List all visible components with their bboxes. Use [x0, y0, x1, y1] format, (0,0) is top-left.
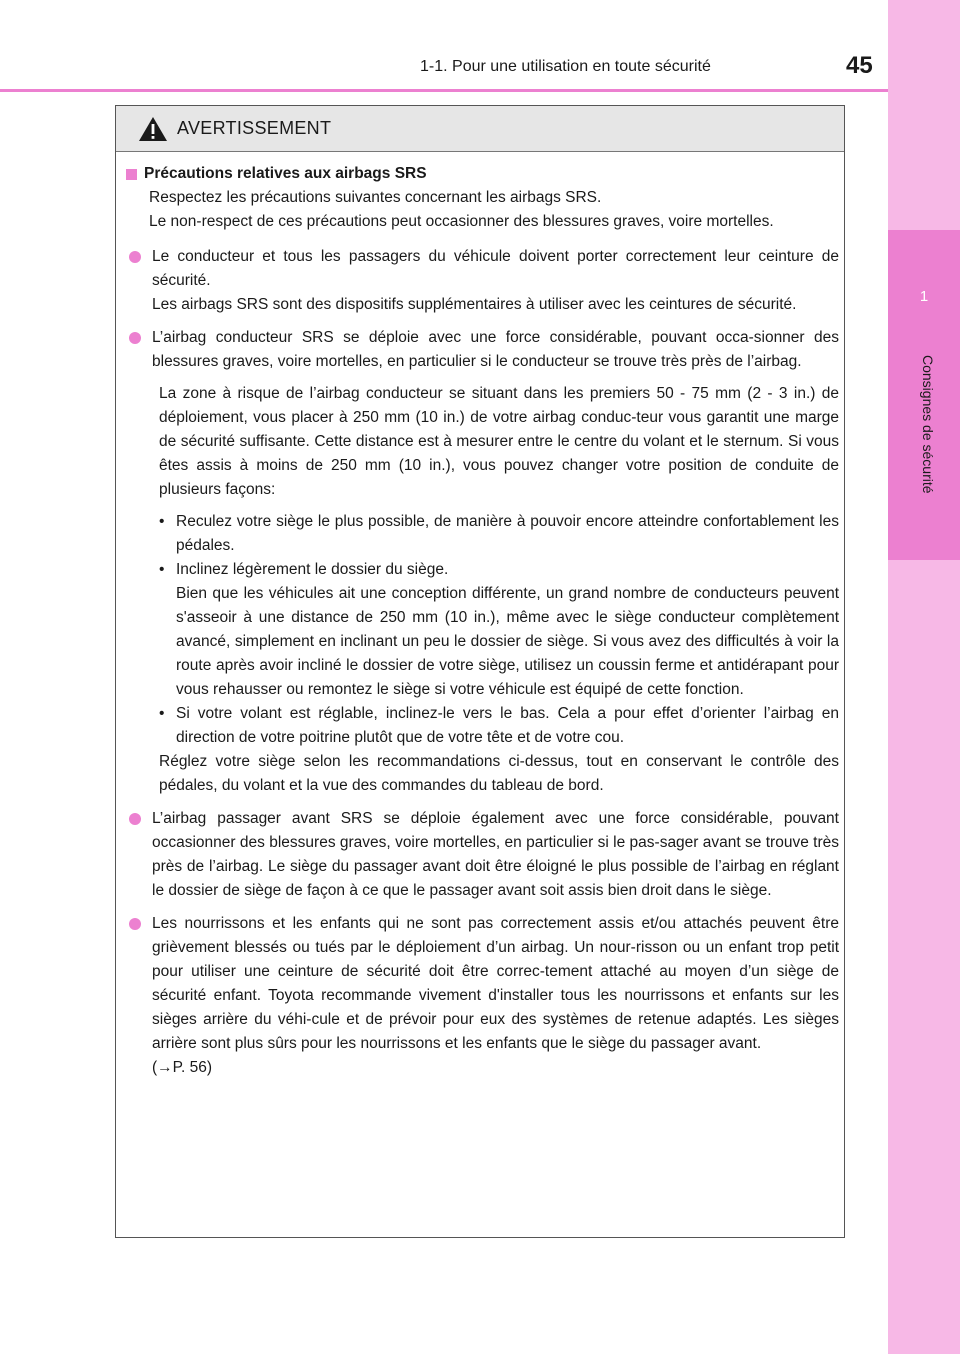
list-item	[126, 326, 839, 374]
dot-bullet: •	[159, 561, 165, 578]
dot-bullet: •	[159, 513, 165, 530]
page-number: 45	[846, 52, 873, 79]
bullet-2-detail: La zone à risque de l’airbag conducteur se situant dans les premiers 50 - 75 mm (2 - 3 in.) de déploiement, vous placer à 250 mm (10 in.) de votre airbag conduc-teur vous garantit une marge de sécurité suffisante. Cette distance est à mesurer entre le centre du volant et le sternum. Si vous êtes assis à moins de 250 mm (10 in.), vous pouvez changer votre position de conduite de plusieurs façons:	[159, 385, 839, 498]
circle-bullet-icon	[129, 813, 141, 825]
section-title-text: Précautions relatives aux airbags SRS	[144, 165, 427, 182]
intro-text-1: Respectez les précautions suivantes concernant les airbags SRS.	[149, 189, 602, 206]
dot-list-item	[126, 702, 839, 750]
bullet-4-text: Les nourrissons et les enfants qui ne sont pas correctement assis et/ou attachés peuvent être grièvement blessés ou tués par le déploiement d’un airbag. Un nour-risson ou un enfant trop petit pour utiliser une ceinture de sécurité doit être correc-tement attaché au moyen d’un siège de sécurité enfant. Toyota recommande vivement d'installer tous les nourrissons et enfants sur les sièges arrière du véhi-cule et de prévoir pour eux des systèmes de retenue adaptés. Les sièges arrière sont plus sûrs pour les nourrissons et les enfants que le siège du passager avant.	[152, 915, 839, 1052]
circle-bullet-icon	[129, 251, 141, 263]
bullet-2-text: L’airbag conducteur SRS se déploie avec une force considérable, pouvant occa-sionner des blessures graves, voire mortelles, en particulier si le conducteur se trouve très près de l’airbag.	[152, 329, 839, 370]
warning-header	[116, 106, 844, 152]
header-rule	[0, 89, 888, 92]
warning-triangle-icon	[138, 116, 168, 142]
square-bullet-icon	[126, 169, 137, 180]
bullet-2-outro: Réglez votre siège selon les recommandations ci-dessus, tout en conservant le contrôle des pédales, du volant et la vue des commandes du tableau de bord.	[159, 753, 839, 794]
chapter-side-tab	[888, 0, 960, 1354]
section-header-title: 1-1. Pour une utilisation en toute sécurité	[420, 58, 711, 75]
section-title	[126, 162, 839, 186]
dot-1-text: Reculez votre siège le plus possible, de manière à pouvoir encore atteindre confortablement les pédales.	[176, 513, 839, 554]
dot-2-text-a: Inclinez légèrement le dossier du siège.	[176, 561, 449, 578]
chapter-number: 1	[919, 288, 929, 305]
dot-bullet: •	[159, 705, 165, 722]
bullet-3-text: L’airbag passager avant SRS se déploie également avec une force considérable, pouvant occasionner des blessures graves, voire mortelles, en particulier si le pas-sager avant se trouve très près de l’airbag. Le siège du passager avant doit être éloigné le plus possible de l’airbag en réglant le dossier de siège de façon à ce que le passager avant soit assis bien droit dans le siège.	[152, 810, 839, 899]
warning-content	[126, 162, 839, 1080]
list-item	[126, 807, 839, 903]
list-item	[126, 912, 839, 1080]
bullet-1-text-b: Les airbags SRS sont des dispositifs supplémentaires à utiliser avec les ceintures de sécurité.	[152, 296, 797, 313]
list-item	[126, 245, 839, 317]
bullet-1-text-a: Le conducteur et tous les passagers du véhicule doivent porter correctement leur ceinture de sécurité.	[152, 248, 839, 289]
circle-bullet-icon	[129, 918, 141, 930]
chapter-title: Consignes de sécurité	[920, 355, 936, 494]
dot-3-text: Si votre volant est réglable, inclinez-le vers le bas. Cela a pour effet d’orienter l’airbag en direction de votre poitrine plutôt que de votre tête et de votre cou.	[176, 705, 839, 746]
dot-list-item	[126, 558, 839, 702]
dot-2-text-b: Bien que les véhicules ait une conception différente, un grand nombre de conducteurs peuvent s'asseoir à une distance de 250 mm (10 in.), même avec le siège conducteur complètement avancé, simplement en inclinant un peu le dossier de siège. Si vous avez des difficultés à voir la route après avoir incliné le dossier de votre siège, utilisez un coussin ferme et antidérapant pour vous rehausser ou remontez le siège si votre véhicule est équipé de cette fonction.	[176, 585, 839, 698]
warning-box	[115, 105, 845, 1238]
intro-text-2: Le non-respect de ces précautions peut occasionner des blessures graves, voire mortelles.	[149, 213, 774, 230]
warning-title: AVERTISSEMENT	[177, 118, 332, 138]
page-reference-link[interactable]: (→P. 56)	[152, 1059, 213, 1076]
circle-bullet-icon	[129, 332, 141, 344]
dot-list-item	[126, 510, 839, 558]
